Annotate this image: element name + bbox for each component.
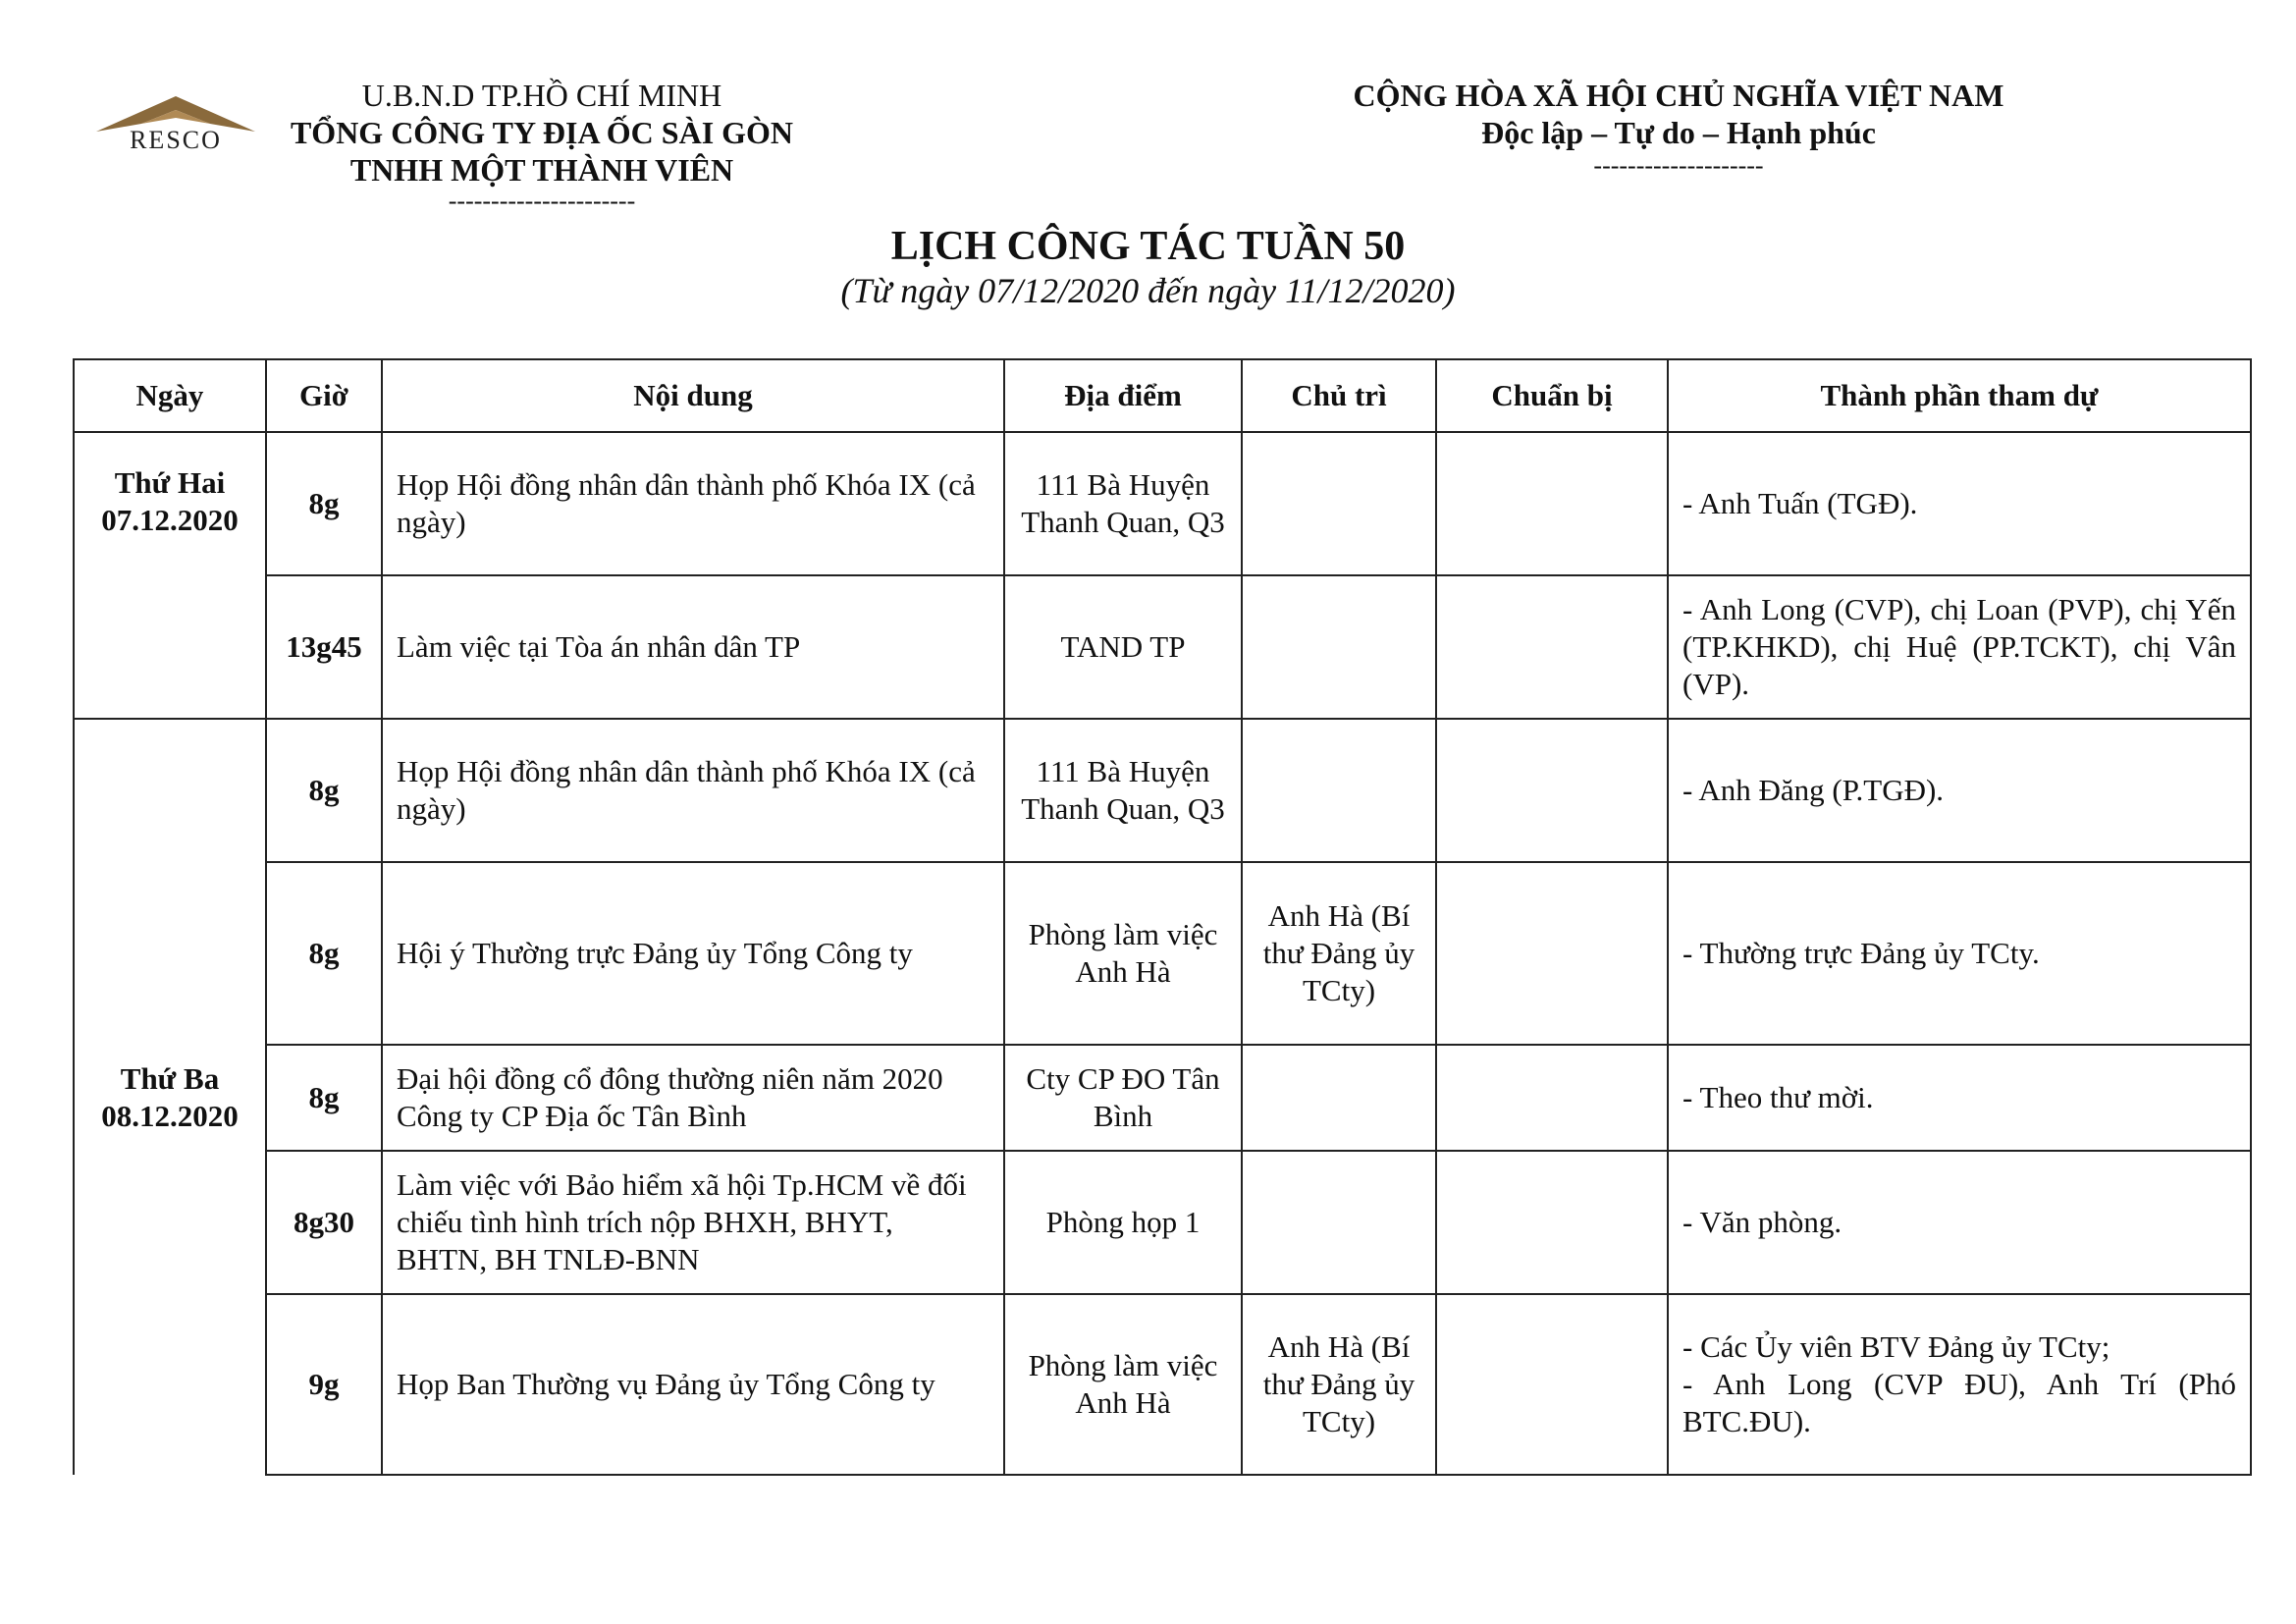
day-name: Thứ Hai (114, 465, 226, 500)
day-name: Thứ Ba (120, 1060, 220, 1096)
logo-text: RESCO (130, 126, 222, 154)
prep-cell (1436, 1045, 1668, 1151)
day-cell-tuesday (74, 719, 266, 1475)
place-cell: Phòng làm việc Anh Hà (1004, 1294, 1242, 1475)
place-cell: Cty CP ĐO Tân Bình (1004, 1045, 1242, 1151)
day-cell-monday (74, 432, 266, 719)
document-title: LỊCH CÔNG TÁC TUẦN 50 (890, 224, 1406, 269)
time-cell: 8g (266, 719, 382, 862)
schedule-table (73, 358, 2252, 1476)
content-cell: Họp Ban Thường vụ Đảng ủy Tổng Công ty (382, 1294, 1004, 1475)
organization-header (257, 77, 827, 214)
host-cell (1242, 719, 1436, 862)
org-divider: ---------------------- (448, 187, 636, 215)
content-cell: Làm việc tại Tòa án nhân dân TP (382, 575, 1004, 719)
time-cell: 8g30 (266, 1151, 382, 1294)
host-cell (1242, 575, 1436, 719)
time-cell: 8g (266, 862, 382, 1045)
nation-divider: -------------------- (1593, 151, 1764, 180)
time-cell: 13g45 (266, 575, 382, 719)
prep-cell (1436, 862, 1668, 1045)
attendee-line: - Theo thư mời. (1682, 1080, 1874, 1114)
place-cell: 111 Bà Huyện Thanh Quan, Q3 (1004, 432, 1242, 575)
attendee-line: - Văn phòng. (1682, 1205, 1842, 1239)
content-cell: Họp Hội đồng nhân dân thành phố Khóa IX (cả ngày) (382, 432, 1004, 575)
place-cell: Phòng họp 1 (1004, 1151, 1242, 1294)
host-cell: Anh Hà (Bí thư Đảng ủy TCty) (1242, 1294, 1436, 1475)
day-date: 08.12.2020 (101, 1098, 239, 1133)
prep-cell (1436, 575, 1668, 719)
document-subtitle: (Từ ngày 07/12/2020 đến ngày 11/12/2020) (840, 271, 1456, 310)
col-header-time: Giờ (266, 359, 382, 432)
org-line-1: U.B.N.D TP.HỒ CHÍ MINH (361, 78, 722, 113)
content-cell: Họp Hội đồng nhân dân thành phố Khóa IX (cả ngày) (382, 719, 1004, 862)
attendee-line: - Anh Tuấn (TGĐ). (1682, 486, 1918, 520)
host-cell (1242, 1045, 1436, 1151)
time-cell: 8g (266, 1045, 382, 1151)
org-line-3: TNHH MỘT THÀNH VIÊN (349, 152, 734, 188)
table-row (74, 432, 2251, 575)
col-header-day: Ngày (74, 359, 266, 432)
prep-cell (1436, 1294, 1668, 1475)
attendees-cell (1668, 719, 2251, 862)
col-header-attendees: Thành phần tham dự (1668, 359, 2251, 432)
table-row (74, 1045, 2251, 1151)
attendees-cell (1668, 1151, 2251, 1294)
col-header-prep: Chuẩn bị (1436, 359, 1668, 432)
attendee-line: - Thường trực Đảng ủy TCty. (1682, 936, 2040, 970)
prep-cell (1436, 432, 1668, 575)
attendee-line: - Các Ủy viên BTV Đảng ủy TCty; (1682, 1329, 2110, 1364)
attendee-line: - Anh Long (CVP), chị Loan (PVP), chị Yến (TP.KHKD), chị Huệ (PP.TCKT), chị Vân (VP). (1682, 592, 2236, 701)
content-cell: Làm việc với Bảo hiểm xã hội Tp.HCM về đối chiếu tình hình trích nộp BHXH, BHYT, BHTN, BH TNLĐ-BNN (382, 1151, 1004, 1294)
place-cell: 111 Bà Huyện Thanh Quan, Q3 (1004, 719, 1242, 862)
table-row (74, 1294, 2251, 1475)
col-header-content: Nội dung (382, 359, 1004, 432)
table-row (74, 719, 2251, 862)
attendees-cell (1668, 1045, 2251, 1151)
host-cell (1242, 432, 1436, 575)
content-cell: Hội ý Thường trực Đảng ủy Tổng Công ty (382, 862, 1004, 1045)
table-row (74, 1151, 2251, 1294)
place-cell: Phòng làm việc Anh Hà (1004, 862, 1242, 1045)
place-cell: TAND TP (1004, 575, 1242, 719)
table-row (74, 575, 2251, 719)
attendee-line: - Anh Long (CVP ĐU), Anh Trí (Phó BTC.ĐU). (1682, 1367, 2236, 1438)
nation-line-1: CỘNG HÒA XÃ HỘI CHỦ NGHĨA VIỆT NAM (1353, 78, 2004, 113)
host-cell: Anh Hà (Bí thư Đảng ủy TCty) (1242, 862, 1436, 1045)
col-header-place: Địa điểm (1004, 359, 1242, 432)
attendees-cell (1668, 1294, 2251, 1475)
time-cell: 8g (266, 432, 382, 575)
attendee-line: - Anh Đăng (P.TGĐ). (1682, 773, 1945, 807)
content-cell: Đại hội đồng cổ đông thường niên năm 2020 Công ty CP Địa ốc Tân Bình (382, 1045, 1004, 1151)
time-cell: 9g (266, 1294, 382, 1475)
attendees-cell (1668, 432, 2251, 575)
table-row (74, 862, 2251, 1045)
prep-cell (1436, 719, 1668, 862)
attendees-cell (1668, 575, 2251, 719)
day-date: 07.12.2020 (101, 503, 239, 537)
host-cell (1242, 1151, 1436, 1294)
attendees-cell (1668, 862, 2251, 1045)
national-header (1306, 77, 2052, 181)
prep-cell (1436, 1151, 1668, 1294)
table-header-row (74, 359, 2251, 432)
col-header-host: Chủ trì (1242, 359, 1436, 432)
nation-line-2: Độc lập – Tự do – Hạnh phúc (1481, 115, 1876, 150)
org-line-2: TỔNG CÔNG TY ĐỊA ỐC SÀI GÒN (290, 115, 794, 150)
